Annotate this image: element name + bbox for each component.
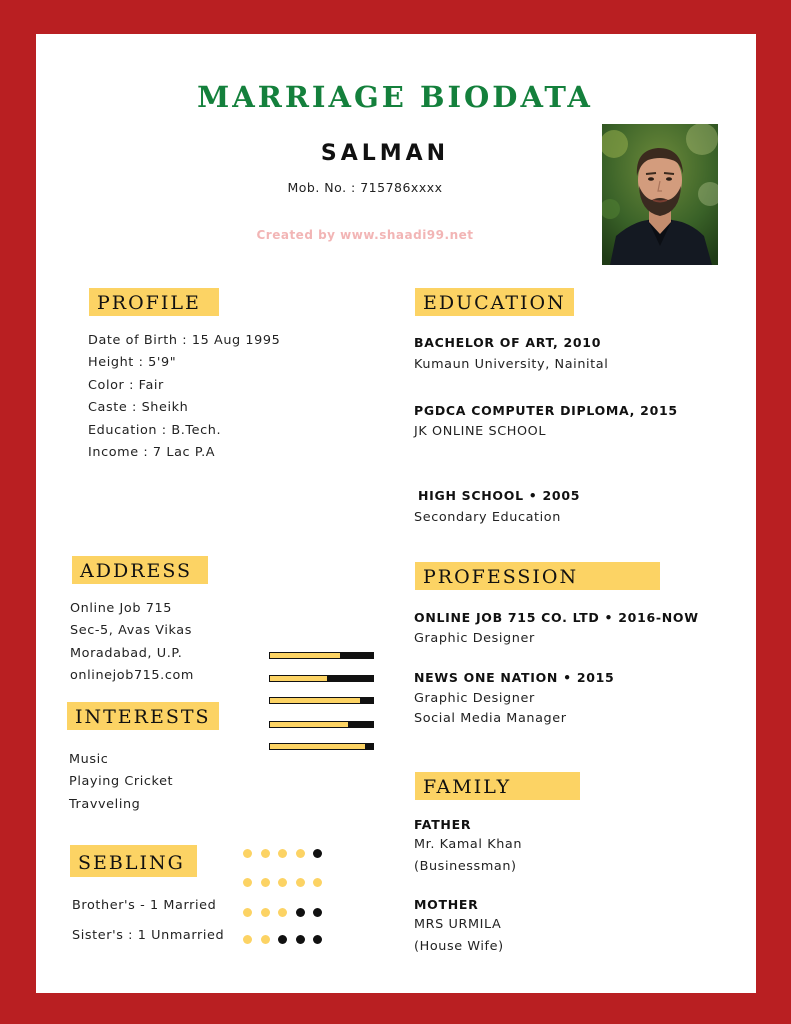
profession-heading: PROFESSION: [415, 562, 660, 590]
dot-empty: [296, 849, 305, 858]
dot-empty: [243, 935, 252, 944]
dot-empty: [261, 849, 270, 858]
dot-empty: [278, 878, 287, 887]
education-detail: Kumaun University, Nainital: [414, 357, 609, 372]
dot-filled: [313, 849, 322, 858]
dot-empty: [261, 908, 270, 917]
interest-level-remainder: [327, 676, 373, 681]
interest-level-remainder: [340, 653, 373, 658]
education-detail: JK ONLINE SCHOOL: [414, 424, 547, 439]
education-title: BACHELOR OF ART, 2010: [414, 335, 602, 350]
profile-height: Height : 5'9": [88, 355, 177, 371]
dot-empty: [313, 878, 322, 887]
interest-item: Music: [69, 752, 109, 767]
address-lines: [70, 598, 194, 688]
education-title: HIGH SCHOOL • 2005: [418, 488, 581, 503]
dot-filled: [278, 935, 287, 944]
interest-item: Travveling: [69, 796, 141, 812]
profession-role: Graphic Designer: [414, 691, 535, 706]
dot-empty: [296, 878, 305, 887]
education-detail: Secondary Education: [414, 510, 561, 525]
father-label: FATHER: [414, 817, 472, 832]
profile-details: [88, 330, 280, 464]
mother-label: MOTHER: [414, 897, 479, 912]
interests-heading: INTERESTS: [67, 702, 219, 730]
dot-empty: [243, 849, 252, 858]
dot-empty: [278, 849, 287, 858]
dot-empty: [243, 908, 252, 917]
interests-list: [69, 749, 173, 816]
sibling-brother: Brother's - 1 Married: [72, 898, 217, 913]
sibling-sister: Sister's : 1 Unmarried: [72, 928, 225, 943]
address-line: Moradabad, U.P.: [70, 645, 183, 661]
interest-level-remainder: [360, 698, 373, 703]
education-heading: EDUCATION: [415, 288, 574, 316]
address-heading: ADDRESS: [72, 556, 208, 584]
family-heading: FAMILY: [415, 772, 580, 800]
dot-filled: [296, 935, 305, 944]
profession-role: Graphic Designer: [414, 631, 535, 646]
portrait-image: [602, 124, 718, 265]
dot-empty: [278, 908, 287, 917]
dot-filled: [313, 935, 322, 944]
dot-filled: [313, 908, 322, 917]
interest-level-bar: [269, 697, 374, 704]
profile-photo: [602, 124, 718, 265]
dot-empty: [243, 878, 252, 887]
education-title: PGDCA COMPUTER DIPLOMA, 2015: [414, 403, 678, 418]
mother-occupation: (House Wife): [414, 939, 504, 954]
mobile-number: Mob. No. : 715786xxxx: [287, 180, 443, 195]
father-name: Mr. Kamal Khan: [414, 837, 523, 852]
address-website: onlinejob715.com: [70, 668, 194, 684]
address-line: Sec-5, Avas Vikas: [70, 623, 193, 639]
interest-item: Playing Cricket: [69, 774, 174, 790]
profile-heading: PROFILE: [89, 288, 219, 316]
sibling-heading: SEBLING: [70, 845, 197, 877]
profile-caste: Caste : Sheikh: [88, 400, 189, 416]
interest-level-remainder: [348, 722, 373, 727]
father-occupation: (Businessman): [414, 859, 517, 874]
profession-title: ONLINE JOB 715 CO. LTD • 2016-NOW: [414, 610, 699, 625]
person-name: SALMAN: [320, 141, 450, 166]
interest-level-bar: [269, 675, 374, 682]
profile-education: Education : B.Tech.: [88, 422, 222, 438]
profile-color: Color : Fair: [88, 377, 164, 393]
dot-empty: [261, 935, 270, 944]
profession-role: Social Media Manager: [414, 711, 567, 726]
interest-level-bar: [269, 721, 374, 728]
interest-level-remainder: [365, 744, 373, 749]
dot-filled: [296, 908, 305, 917]
mother-name: MRS URMILA: [414, 917, 502, 932]
profession-title: NEWS ONE NATION • 2015: [414, 670, 615, 685]
address-line: Online Job 715: [70, 601, 172, 616]
page-title: MARRIAGE BIODATA: [197, 80, 593, 114]
interest-level-bar: [269, 652, 374, 659]
dot-empty: [261, 878, 270, 887]
interest-level-bar: [269, 743, 374, 750]
profile-income: Income : 7 Lac P.A: [88, 444, 216, 460]
profile-dob: Date of Birth : 15 Aug 1995: [88, 333, 281, 348]
credit-watermark: Created by www.shaadi99.net: [256, 228, 474, 242]
